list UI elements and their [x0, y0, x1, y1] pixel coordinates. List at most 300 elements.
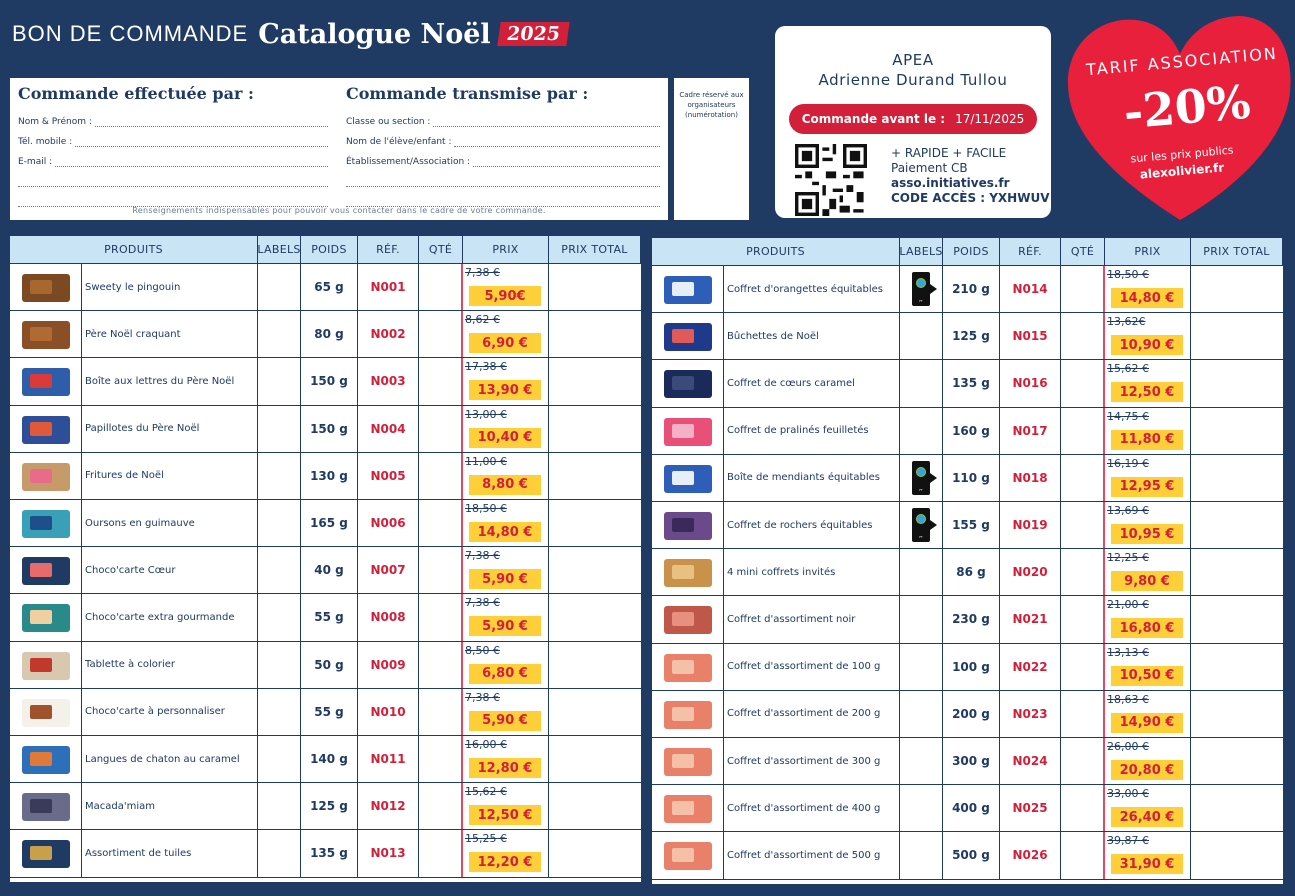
- product-ref: N002: [358, 311, 419, 357]
- name-field[interactable]: [95, 117, 328, 127]
- header-prefix: BON DE COMMANDE: [12, 21, 249, 46]
- discounted-price: 14,90 €: [1111, 713, 1183, 733]
- table-row: [10, 264, 641, 311]
- price-cell: [1105, 832, 1191, 878]
- total-price-field[interactable]: [1191, 691, 1283, 737]
- quantity-field[interactable]: [419, 264, 463, 310]
- table-row: [10, 594, 641, 641]
- original-price: 14,75 €: [1107, 409, 1149, 423]
- box-icon: [16, 787, 76, 825]
- box-coral-icon: [658, 836, 718, 874]
- product-ref: N013: [358, 830, 419, 876]
- product-image-cell: [652, 502, 724, 548]
- column-header: PRIX: [1105, 238, 1191, 266]
- total-price-field[interactable]: [1191, 785, 1283, 831]
- quantity-field[interactable]: [419, 594, 463, 640]
- product-ref: N010: [358, 689, 419, 735]
- quantity-field[interactable]: [1061, 502, 1105, 548]
- column-header: PRIX: [463, 236, 549, 264]
- contact-note: Renseignements indispensables pour pouvoir vous contacter dans le cadre de votre commande.: [132, 206, 546, 215]
- column-header: PRODUITS: [10, 236, 258, 264]
- product-name: Coffret d'assortiment de 100 g: [724, 644, 900, 690]
- total-price-field[interactable]: [1191, 408, 1283, 454]
- original-price: 11,00 €: [465, 454, 507, 468]
- ordered-by-title: Commande effectuée par :: [18, 84, 254, 103]
- original-price: 13,00 €: [465, 407, 507, 421]
- product-labels: [900, 455, 943, 501]
- quantity-field[interactable]: [1061, 360, 1105, 406]
- original-price: 13,62€: [1107, 315, 1146, 329]
- total-price-field[interactable]: [549, 689, 641, 735]
- product-ref: N011: [358, 736, 419, 782]
- table-row: [10, 453, 641, 500]
- mailbox-icon: [16, 362, 76, 400]
- table-row: [10, 547, 641, 594]
- product-name: Papillotes du Père Noël: [82, 406, 258, 452]
- total-price-field[interactable]: [549, 783, 641, 829]
- products-table-left: [10, 236, 641, 882]
- jar-icon: [16, 504, 76, 542]
- fairtrade-icon: FT: [912, 461, 930, 495]
- quantity-field[interactable]: [1061, 596, 1105, 642]
- product-ref: N017: [1000, 408, 1061, 454]
- total-price-field[interactable]: [1191, 738, 1283, 784]
- product-labels: [900, 502, 943, 548]
- bar-icon: [16, 693, 76, 731]
- discounted-price: 9,80 €: [1111, 571, 1183, 591]
- product-name: Coffret de pralinés feuilletés: [724, 408, 900, 454]
- original-price: 18,63 €: [1107, 692, 1149, 706]
- original-price: 8,62 €: [465, 313, 500, 327]
- total-price-field[interactable]: [549, 453, 641, 499]
- total-price-field[interactable]: [549, 594, 641, 640]
- product-weight: 500 g: [943, 832, 1000, 878]
- total-price-field[interactable]: [1191, 313, 1283, 359]
- price-cell: [1105, 785, 1191, 831]
- product-weight: 125 g: [943, 313, 1000, 359]
- product-image-cell: [652, 738, 724, 784]
- product-labels: [258, 358, 301, 404]
- sack-icon: [16, 457, 76, 495]
- discounted-price: 8,80 €: [469, 475, 541, 495]
- total-price-field[interactable]: [549, 358, 641, 404]
- product-name: Boîte de mendiants équitables: [724, 455, 900, 501]
- quantity-field[interactable]: [1061, 455, 1105, 501]
- product-labels: [258, 453, 301, 499]
- product-image-cell: [652, 408, 724, 454]
- original-price: 12,25 €: [1107, 551, 1149, 565]
- product-labels: [900, 549, 943, 595]
- contact-card: [10, 78, 668, 220]
- product-image-cell: [10, 594, 82, 640]
- total-price-field[interactable]: [549, 311, 641, 357]
- discounted-price: 16,80 €: [1111, 618, 1183, 638]
- product-image-cell: [10, 500, 82, 546]
- table-row: [652, 644, 1283, 691]
- table-row: [10, 783, 641, 830]
- total-price-field[interactable]: [1191, 502, 1283, 548]
- price-cell: [1105, 313, 1191, 359]
- product-name: Langues de chaton au caramel: [82, 736, 258, 782]
- total-price-field[interactable]: [549, 736, 641, 782]
- deadline-label: Commande avant le :: [801, 112, 946, 126]
- sent-by-section: [346, 84, 660, 207]
- table-row: [652, 691, 1283, 738]
- product-name: Assortiment de tuiles: [82, 830, 258, 876]
- original-price: 26,00 €: [1107, 740, 1149, 753]
- total-price-field[interactable]: [1191, 832, 1283, 878]
- price-cell: [1105, 691, 1191, 737]
- product-image-cell: [10, 830, 82, 876]
- product-labels: [900, 313, 943, 359]
- product-weight: 55 g: [301, 594, 358, 640]
- products-table-right: [652, 238, 1283, 884]
- total-price-field[interactable]: [549, 264, 641, 310]
- product-labels: [900, 738, 943, 784]
- price-cell: [463, 830, 549, 876]
- discounted-price: 20,80 €: [1111, 760, 1183, 780]
- discounted-price: 5,90 €: [469, 711, 541, 731]
- product-image-cell: [652, 832, 724, 878]
- quantity-field[interactable]: [1061, 691, 1105, 737]
- quantity-field[interactable]: [419, 783, 463, 829]
- total-price-field[interactable]: [1191, 455, 1283, 501]
- blank-line[interactable]: [346, 167, 660, 187]
- product-ref: N001: [358, 264, 419, 310]
- product-weight: 86 g: [943, 549, 1000, 595]
- box-purple-icon: [658, 506, 718, 544]
- product-ref: N019: [1000, 502, 1061, 548]
- price-cell: [463, 500, 549, 546]
- box-pink-icon: [658, 412, 718, 450]
- promo-discount: -20%: [1121, 74, 1253, 140]
- product-ref: N006: [358, 500, 419, 546]
- promo-website[interactable]: alexolivier.fr: [1139, 160, 1225, 182]
- quantity-field[interactable]: [1061, 549, 1105, 595]
- quantity-field[interactable]: [1061, 785, 1105, 831]
- price-cell: [463, 689, 549, 735]
- product-weight: 400 g: [943, 785, 1000, 831]
- tin-icon: [16, 740, 76, 778]
- product-image-cell: [652, 313, 724, 359]
- quantity-field[interactable]: [419, 358, 463, 404]
- discounted-price: 12,50 €: [469, 805, 541, 825]
- total-price-field[interactable]: [549, 642, 641, 688]
- total-price-field[interactable]: [1191, 596, 1283, 642]
- apea-org: [775, 50, 1051, 90]
- product-ref: N015: [1000, 313, 1061, 359]
- student-field[interactable]: [454, 137, 660, 147]
- long-box-icon: [16, 834, 76, 872]
- product-ref: N007: [358, 547, 419, 593]
- price-cell: [1105, 502, 1191, 548]
- quantity-field[interactable]: [1061, 644, 1105, 690]
- product-ref: N014: [1000, 266, 1061, 312]
- column-header: POIDS: [943, 238, 1000, 266]
- product-ref: N026: [1000, 832, 1061, 878]
- class-label: Classe ou section :: [346, 117, 431, 127]
- product-image-cell: [652, 785, 724, 831]
- product-labels: [900, 832, 943, 878]
- total-price-field[interactable]: [1191, 360, 1283, 406]
- product-image-cell: [10, 406, 82, 452]
- product-weight: 125 g: [301, 783, 358, 829]
- product-image-cell: [10, 642, 82, 688]
- product-image-cell: [652, 549, 724, 595]
- ordered-by-section: [18, 84, 328, 207]
- name-label: Nom & Prénom :: [18, 117, 92, 127]
- quantity-field[interactable]: [419, 311, 463, 357]
- discounted-price: 12,95 €: [1111, 477, 1183, 497]
- product-name: Coffret d'assortiment de 300 g: [724, 738, 900, 784]
- box-navy-icon: [658, 317, 718, 355]
- product-ref: N016: [1000, 360, 1061, 406]
- deadline-badge: [789, 104, 1037, 134]
- price-cell: [1105, 455, 1191, 501]
- product-name: Tablette à colorier: [82, 642, 258, 688]
- product-labels: [258, 783, 301, 829]
- product-labels: [900, 596, 943, 642]
- product-image-cell: [652, 360, 724, 406]
- apea-info1: + RAPIDE + FACILE: [891, 146, 1007, 160]
- product-weight: 135 g: [943, 360, 1000, 406]
- blank-line[interactable]: [346, 187, 660, 207]
- product-image-cell: [652, 691, 724, 737]
- price-cell: [463, 311, 549, 357]
- product-image-cell: [10, 547, 82, 593]
- original-price: 15,62 €: [465, 785, 507, 799]
- price-cell: [1105, 549, 1191, 595]
- product-image-cell: [652, 644, 724, 690]
- quantity-field[interactable]: [419, 453, 463, 499]
- table-row: [10, 358, 641, 405]
- column-header: POIDS: [301, 236, 358, 264]
- apea-info2: Paiement CB: [891, 161, 968, 175]
- total-price-field[interactable]: [549, 500, 641, 546]
- discounted-price: 5,90 €: [469, 569, 541, 589]
- student-label: Nom de l'élève/enfant :: [346, 137, 452, 147]
- price-cell: [1105, 360, 1191, 406]
- table-row: [10, 500, 641, 547]
- product-weight: 65 g: [301, 264, 358, 310]
- original-price: 7,38 €: [465, 596, 500, 610]
- product-image-cell: [652, 455, 724, 501]
- discounted-price: 6,80 €: [469, 664, 541, 684]
- original-price: 21,00 €: [1107, 598, 1149, 612]
- product-labels: [258, 689, 301, 735]
- product-image-cell: [10, 453, 82, 499]
- box-coral-icon: [658, 789, 718, 827]
- product-labels: [900, 644, 943, 690]
- column-header: RÉF.: [1000, 238, 1061, 266]
- total-price-field[interactable]: [549, 830, 641, 876]
- quantity-field[interactable]: [1061, 313, 1105, 359]
- discounted-price: 6,90 €: [469, 333, 541, 353]
- quantity-field[interactable]: [419, 736, 463, 782]
- apea-info: [891, 146, 1050, 206]
- column-header: PRIX TOTAL: [1191, 238, 1283, 266]
- product-name: Coffret de rochers équitables: [724, 502, 900, 548]
- product-ref: N024: [1000, 738, 1061, 784]
- total-price-field[interactable]: [1191, 549, 1283, 595]
- original-price: 16,00 €: [465, 738, 507, 751]
- product-labels: [900, 360, 943, 406]
- column-header: PRODUITS: [652, 238, 900, 266]
- product-weight: 100 g: [943, 644, 1000, 690]
- box-coral-icon: [658, 695, 718, 733]
- original-price: 7,38 €: [465, 690, 500, 704]
- original-price: 17,38 €: [465, 360, 507, 374]
- product-weight: 135 g: [301, 830, 358, 876]
- quantity-field[interactable]: [419, 830, 463, 876]
- discounted-price: 31,90 €: [1111, 854, 1183, 874]
- box-blue-icon: [658, 459, 718, 497]
- quantity-field[interactable]: [1061, 408, 1105, 454]
- original-price: 39,87 €: [1107, 834, 1149, 848]
- product-weight: 155 g: [943, 502, 1000, 548]
- quantity-field[interactable]: [419, 500, 463, 546]
- table-row: [652, 266, 1283, 313]
- discounted-price: 12,80 €: [469, 758, 541, 778]
- header-year: 2025: [497, 22, 569, 46]
- apea-card: [775, 26, 1051, 218]
- price-cell: [1105, 408, 1191, 454]
- product-image-cell: [10, 736, 82, 782]
- product-labels: [258, 547, 301, 593]
- product-labels: [258, 406, 301, 452]
- product-ref: N003: [358, 358, 419, 404]
- product-weight: 110 g: [943, 455, 1000, 501]
- quantity-field[interactable]: [1061, 738, 1105, 784]
- price-cell: [463, 594, 549, 640]
- discounted-price: 14,80 €: [469, 522, 541, 542]
- apea-line1: APEA: [892, 51, 934, 69]
- product-ref: N021: [1000, 596, 1061, 642]
- product-name: Coffret d'assortiment de 500 g: [724, 832, 900, 878]
- product-name: Père Noël craquant: [82, 311, 258, 357]
- school-label: Établissement/Association :: [346, 157, 471, 167]
- price-cell: [463, 783, 549, 829]
- original-price: 15,25 €: [465, 832, 507, 846]
- original-price: 18,50 €: [1107, 268, 1149, 281]
- table-row: [652, 455, 1283, 502]
- discounted-price: 14,80 €: [1111, 288, 1183, 308]
- product-ref: N004: [358, 406, 419, 452]
- table-row: [10, 406, 641, 453]
- column-header: QTÉ: [419, 236, 463, 264]
- discounted-price: 5,90€: [469, 286, 541, 306]
- product-name: Choco'carte Cœur: [82, 547, 258, 593]
- quantity-field[interactable]: [1061, 266, 1105, 312]
- class-field[interactable]: [433, 117, 660, 127]
- original-price: 16,19 €: [1107, 456, 1149, 470]
- blank-line[interactable]: [18, 167, 328, 187]
- table-row: [652, 596, 1283, 643]
- box-coral-icon: [658, 742, 718, 780]
- product-weight: 165 g: [301, 500, 358, 546]
- discounted-price: 11,80 €: [1111, 430, 1183, 450]
- product-name: Coffret d'assortiment noir: [724, 596, 900, 642]
- column-header: LABELS: [258, 236, 301, 264]
- discounted-price: 12,50 €: [1111, 382, 1183, 402]
- product-ref: N020: [1000, 549, 1061, 595]
- product-weight: 230 g: [943, 596, 1000, 642]
- quantity-field[interactable]: [1061, 832, 1105, 878]
- tree-icon: [16, 646, 76, 684]
- total-price-field[interactable]: [1191, 644, 1283, 690]
- fairtrade-icon: FT: [912, 272, 930, 306]
- email-label: E-mail :: [18, 157, 53, 167]
- header-title: Catalogue Noël: [258, 18, 491, 50]
- product-name: Sweety le pingouin: [82, 264, 258, 310]
- product-weight: 140 g: [301, 736, 358, 782]
- product-weight: 160 g: [943, 408, 1000, 454]
- product-image-cell: [10, 358, 82, 404]
- apea-website[interactable]: asso.initiatives.fr: [891, 176, 1010, 190]
- page-header: [12, 18, 568, 50]
- product-ref: N008: [358, 594, 419, 640]
- price-cell: [1105, 596, 1191, 642]
- product-name: Fritures de Noël: [82, 453, 258, 499]
- promo-heart: [1062, 8, 1295, 223]
- column-header: RÉF.: [358, 236, 419, 264]
- school-field[interactable]: [473, 157, 660, 167]
- product-ref: N025: [1000, 785, 1061, 831]
- product-labels: [258, 594, 301, 640]
- qr-code-icon[interactable]: [795, 144, 867, 216]
- product-ref: N023: [1000, 691, 1061, 737]
- quantity-field[interactable]: [419, 642, 463, 688]
- quantity-field[interactable]: [419, 689, 463, 735]
- promo-subtitle: sur les prix publics: [1130, 143, 1234, 166]
- product-name: 4 mini coffrets invités: [724, 549, 900, 595]
- total-price-field[interactable]: [549, 406, 641, 452]
- phone-field[interactable]: [75, 137, 328, 147]
- product-labels: [258, 500, 301, 546]
- total-price-field[interactable]: [1191, 266, 1283, 312]
- heart-card-icon: [16, 551, 76, 589]
- table-row: [10, 830, 641, 877]
- total-price-field[interactable]: [549, 547, 641, 593]
- quantity-field[interactable]: [419, 406, 463, 452]
- product-labels: [900, 691, 943, 737]
- bag-icon: [16, 410, 76, 448]
- product-weight: 50 g: [301, 642, 358, 688]
- original-price: 33,00 €: [1107, 787, 1149, 801]
- discounted-price: 10,50 €: [1111, 666, 1183, 686]
- quantity-field[interactable]: [419, 547, 463, 593]
- product-image-cell: [652, 266, 724, 312]
- blank-line[interactable]: [18, 187, 328, 207]
- product-labels: [900, 266, 943, 312]
- table-row: [652, 502, 1283, 549]
- product-image-cell: [10, 689, 82, 735]
- product-ref: N012: [358, 783, 419, 829]
- price-cell: [463, 547, 549, 593]
- promo-title: TARIF ASSOCIATION: [1085, 43, 1279, 80]
- price-cell: [1105, 644, 1191, 690]
- original-price: 15,62 €: [1107, 362, 1149, 376]
- original-price: 18,50 €: [465, 502, 507, 515]
- email-field[interactable]: [55, 157, 328, 167]
- price-cell: [463, 453, 549, 499]
- apea-access-code: CODE ACCÈS : YXHWUV: [891, 191, 1050, 205]
- product-labels: [900, 785, 943, 831]
- product-image-cell: [652, 596, 724, 642]
- table-row: [652, 785, 1283, 832]
- product-weight: 300 g: [943, 738, 1000, 784]
- discounted-price: 10,95 €: [1111, 524, 1183, 544]
